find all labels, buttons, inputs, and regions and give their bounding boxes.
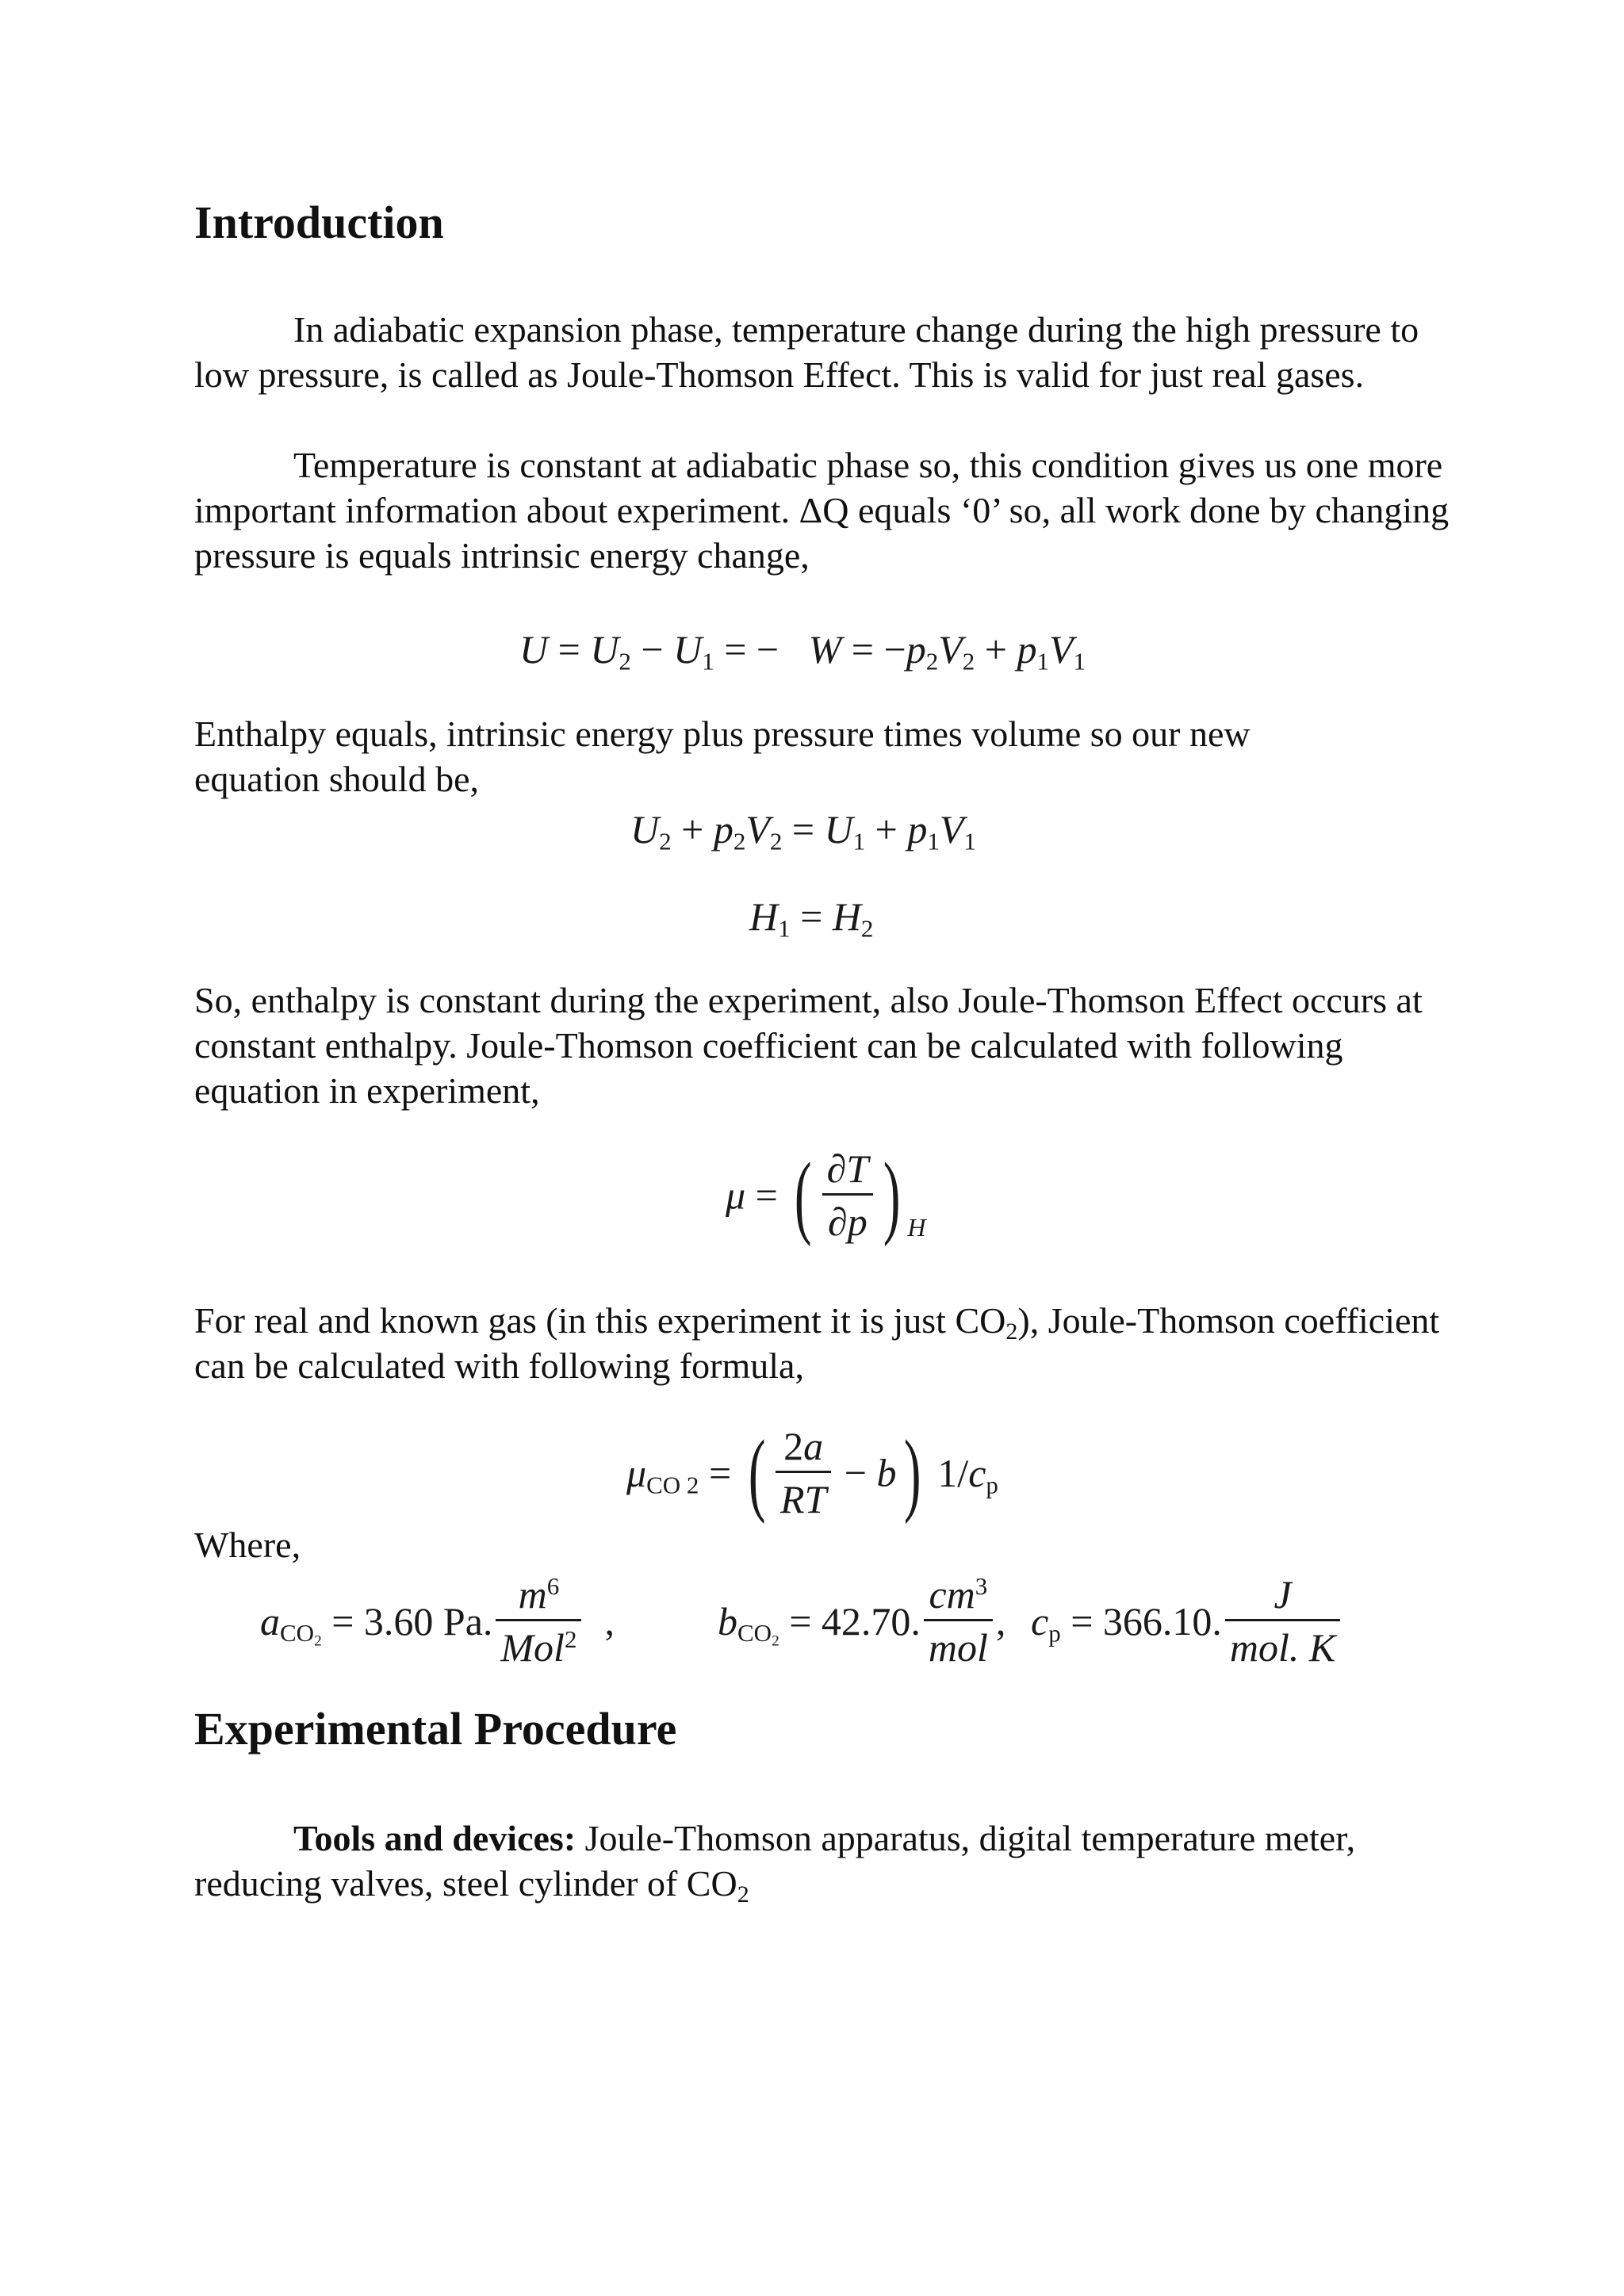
constant-a-co2: $a_{CO_2} = 3.60$ Pa. $\frac{m^6}{Mol^2}$ ,: [260, 1571, 615, 1670]
equation-work-energy: $U = U_2 - U_1$ = − $W = -p_2V_2 + p_1V_1$: [519, 627, 1086, 675]
constant-b-co2: $b_{CO_2} = 42.70$. $\frac{cm^3}{\text{mol}}$ ,: [718, 1571, 1006, 1670]
paragraph-enthalpy: Enthalpy equals, intrinsic energy plus pressure times volume so our new equation should be,: [194, 714, 1251, 799]
label-where: Where,: [194, 1525, 301, 1565]
paragraph-intro-2: Temperature is constant at adiabatic phase so, this condition gives us one more important information about experiment. ΔQ equals ‘0’ so, all work done by changing pressure is equals intrinsic energy change,: [194, 445, 1450, 576]
heading-introduction: Introduction: [194, 197, 444, 248]
constant-cp: $c_p = 366.10$. $\frac{J}{\text{mol. K}}$: [1031, 1571, 1343, 1670]
equation-energy-balance: $U_2 + p_2V_2 = U_1 + p_1V_1$: [630, 807, 976, 855]
heading-experimental-procedure: Experimental Procedure: [194, 1703, 677, 1755]
equation-jt-coefficient: μ = ( $\frac{\partial T}{\partial p}$ ) $_H$: [726, 1142, 926, 1247]
paragraph-intro-1: In adiabatic expansion phase, temperature change during the high pressure to low pressure, is called as Joule-Thomson Effect. This is valid for just real gases.: [194, 309, 1419, 395]
paragraph-tools: Tools and devices: Joule-Thomson apparatus, digital temperature meter, reducing valves, steel cylinder of $CO_2$: [194, 1818, 1356, 1908]
equation-co2-coefficient: $\mu_{CO 2}$ = ( $\frac{2a}{RT}$ − b) $1/c_p$: [626, 1420, 998, 1525]
paragraph-real-gas: For real and known gas (in this experiment it is just $CO_2$), Joule-Thomson coefficient can be calculated with following formula,: [194, 1300, 1440, 1386]
equation-enthalpy-equal: $H_1 = H_2$: [749, 894, 874, 943]
paragraph-constant-enthalpy: So, enthalpy is constant during the experiment, also Joule-Thomson Effect occurs at constant enthalpy. Joule-Thomson coefficient can be calculated with following equation in experiment,: [194, 980, 1423, 1111]
